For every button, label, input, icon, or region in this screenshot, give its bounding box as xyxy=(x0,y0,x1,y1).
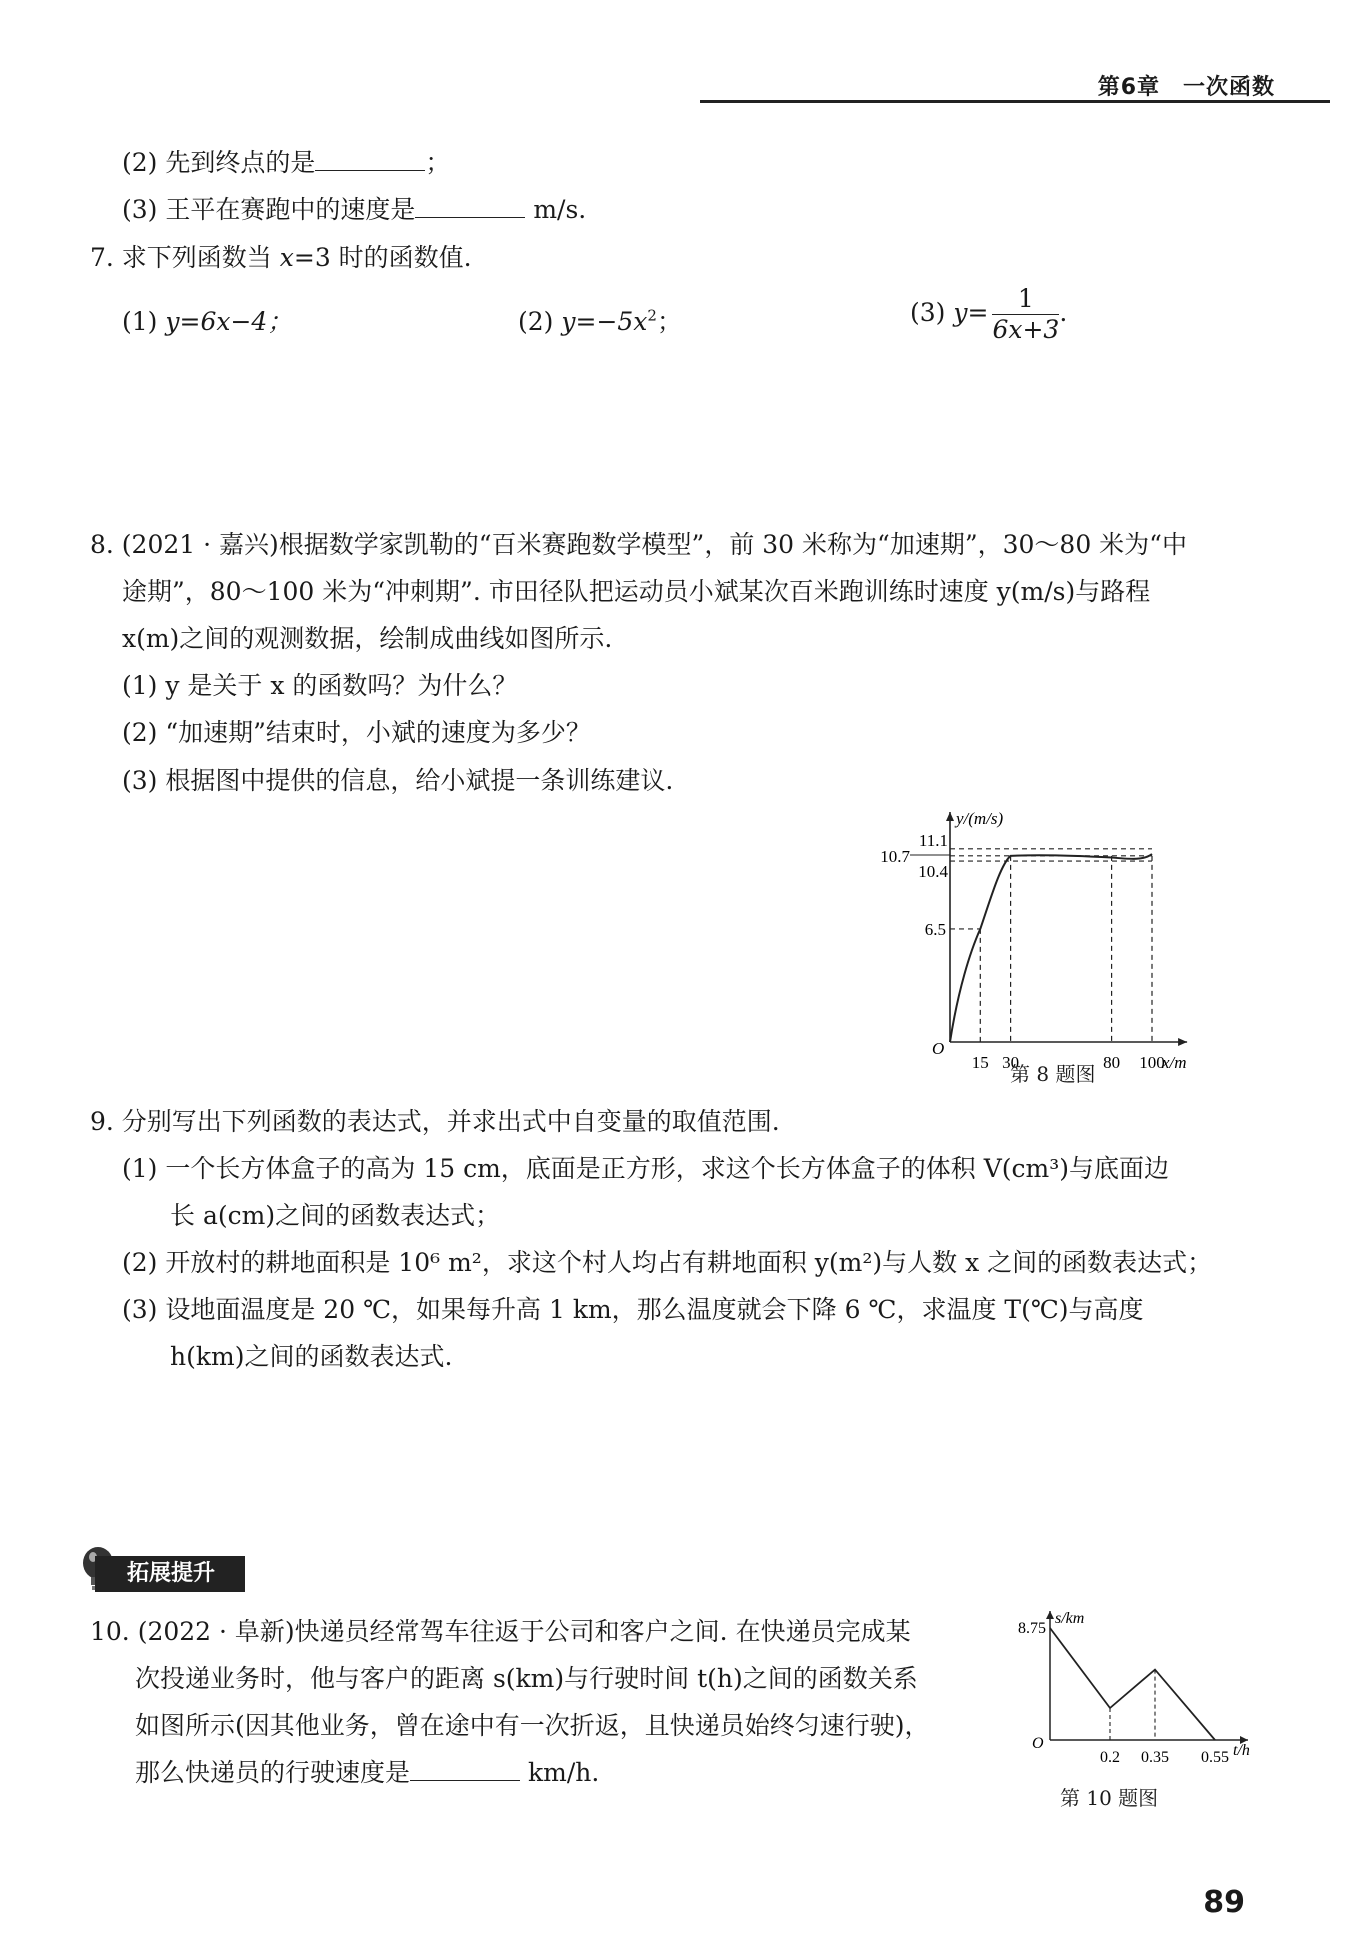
q7-p2-end: ； xyxy=(656,307,682,336)
origin-label: O xyxy=(1032,1735,1044,1752)
q6-part3-text: (3) 王平在赛跑中的速度是 xyxy=(122,195,416,224)
y-axis-arrow xyxy=(1046,1611,1054,1619)
y-tick-label-10.7: 10.7 xyxy=(880,846,910,866)
q7-p3-label: (3) xyxy=(910,298,946,327)
q10-line4-text: 那么快递员的行驶速度是 xyxy=(135,1758,411,1787)
distance-line xyxy=(1050,1628,1215,1740)
q7-p3-end: . xyxy=(1059,298,1068,327)
q6-part3-unit: m/s. xyxy=(533,195,587,224)
q10-line2: 次投递业务时，他与客户的距离 s(km)与行驶时间 t(h)之间的函数关系 xyxy=(135,1664,918,1693)
q7-part3 xyxy=(910,284,1067,345)
section-title-badge: 拓展提升 xyxy=(95,1556,245,1592)
y-tick-label-11.1: 11.1 xyxy=(918,830,948,850)
q7-part1 xyxy=(122,302,292,338)
q6-part3 xyxy=(122,190,586,226)
q10-line3: 如图所示(因其他业务，曾在途中有一次折返，且快递员始终匀速行驶)， xyxy=(135,1711,930,1740)
x-axis-label: x/m xyxy=(1162,1053,1187,1072)
y-axis-label: s/km xyxy=(1055,1610,1085,1627)
x-tick-label-30: 30 xyxy=(1002,1053,1020,1072)
q7-p3-num: 1 xyxy=(992,284,1059,315)
q7-p3-den: 6x+3 xyxy=(992,315,1060,344)
q8-line1: 8. (2021 · 嘉兴)根据数学家凯勒的“百米赛跑数学模型”，前 30 米称为“加速期”，30～80 米为“中 xyxy=(90,530,1187,559)
chapter-title: 第6章 一次函数 xyxy=(1097,75,1275,100)
x-tick-label-0.2: 0.2 xyxy=(1100,1749,1120,1766)
q9-stem: 9. 分别写出下列函数的表达式，并求出式中自变量的取值范围. xyxy=(90,1107,780,1136)
figure-8-caption: 第 8 题图 xyxy=(1010,1062,1096,1086)
origin-label: O xyxy=(932,1039,945,1058)
q7-stem-b: =3 时的函数值. xyxy=(293,243,472,272)
header-rule xyxy=(700,100,1330,103)
q7-stem-a: 7. 求下列函数当 xyxy=(90,243,272,272)
q9-part1-line1: (1) 一个长方体盒子的高为 15 cm，底面是正方形，求这个长方体盒子的体积 V(cm³)与底面边 xyxy=(122,1154,1170,1183)
q8-line3: x(m)之间的观测数据，绘制成曲线如图所示. xyxy=(122,624,613,653)
q7-p2-expr: y=−5x xyxy=(561,307,648,336)
figure-8-chart xyxy=(860,800,1260,1090)
answer-blank[interactable] xyxy=(415,195,525,218)
answer-blank[interactable] xyxy=(315,148,425,171)
q9-part3-line2: h(km)之间的函数表达式. xyxy=(170,1342,453,1371)
y-axis-label: y/(m/s) xyxy=(956,809,1004,828)
x-axis-arrow xyxy=(1178,1038,1187,1046)
x-tick-label-80: 80 xyxy=(1103,1053,1121,1072)
q9-part3-line1: (3) 设地面温度是 20 ℃，如果每升高 1 km，那么温度就会下降 6 ℃，求温度 T(℃)与高度 xyxy=(122,1295,1144,1324)
x-tick-label-15: 15 xyxy=(971,1053,989,1072)
page-number: 89 xyxy=(1203,1885,1245,1920)
y-axis-arrow xyxy=(946,812,954,821)
answer-blank[interactable] xyxy=(410,1758,520,1781)
q9-part1-line2: 长 a(cm)之间的函数表达式； xyxy=(170,1201,501,1230)
q6-part2-end: ； xyxy=(425,148,451,177)
figure-10-caption: 第 10 题图 xyxy=(1060,1786,1159,1810)
q9-part2: (2) 开放村的耕地面积是 10⁶ m²，求这个村人均占有耕地面积 y(m²)与人数 x 之间的函数表达式； xyxy=(122,1248,1213,1277)
y-tick-label-10.4: 10.4 xyxy=(918,862,948,882)
q6-part2-text: (2) 先到终点的是 xyxy=(122,148,316,177)
q10-line4-unit: km/h. xyxy=(527,1758,600,1787)
figure-10-plot xyxy=(1018,1610,1250,1766)
y-tick-label-6.5: 6.5 xyxy=(924,919,946,939)
q10-line4 xyxy=(135,1753,599,1789)
q7-p2-label: (2) xyxy=(518,307,554,336)
q7-stem xyxy=(90,238,472,274)
q8-sub3: (3) 根据图中提供的信息，给小斌提一条训练建议. xyxy=(122,766,674,795)
q10-line1: 10. (2022 · 阜新)快递员经常驾车往返于公司和客户之间. 在快递员完成某 xyxy=(90,1617,911,1646)
q8-sub1: (1) y 是关于 x 的函数吗？为什么？ xyxy=(122,671,518,700)
figure-10-chart xyxy=(1000,1605,1270,1785)
q7-p1-expr: y=6x−4； xyxy=(165,307,293,336)
q7-p2-sup: 2 xyxy=(647,306,657,325)
q7-p3-fraction xyxy=(992,284,1059,345)
q7-part2 xyxy=(518,302,682,338)
x-tick-label-0.35: 0.35 xyxy=(1141,1749,1169,1766)
x-tick-label-100: 100 xyxy=(1139,1053,1165,1072)
figure-8-plot xyxy=(880,809,1187,1072)
q7-p3-lhs: y= xyxy=(953,298,989,327)
q7-p1-label: (1) xyxy=(122,307,158,336)
x-axis-label: t/h xyxy=(1233,1742,1250,1759)
q6-part2 xyxy=(122,143,450,179)
x-tick-label-0.55: 0.55 xyxy=(1201,1749,1229,1766)
q8-line2: 途期”，80～100 米为“冲刺期”. 市田径队把运动员小斌某次百米跑训练时速度 y(m/s)与路程 xyxy=(122,577,1151,606)
y-tick-label-8.75: 8.75 xyxy=(1018,1620,1046,1637)
q7-stem-var: x xyxy=(279,243,294,272)
q8-sub2: (2) “加速期”结束时，小斌的速度为多少？ xyxy=(122,718,591,747)
